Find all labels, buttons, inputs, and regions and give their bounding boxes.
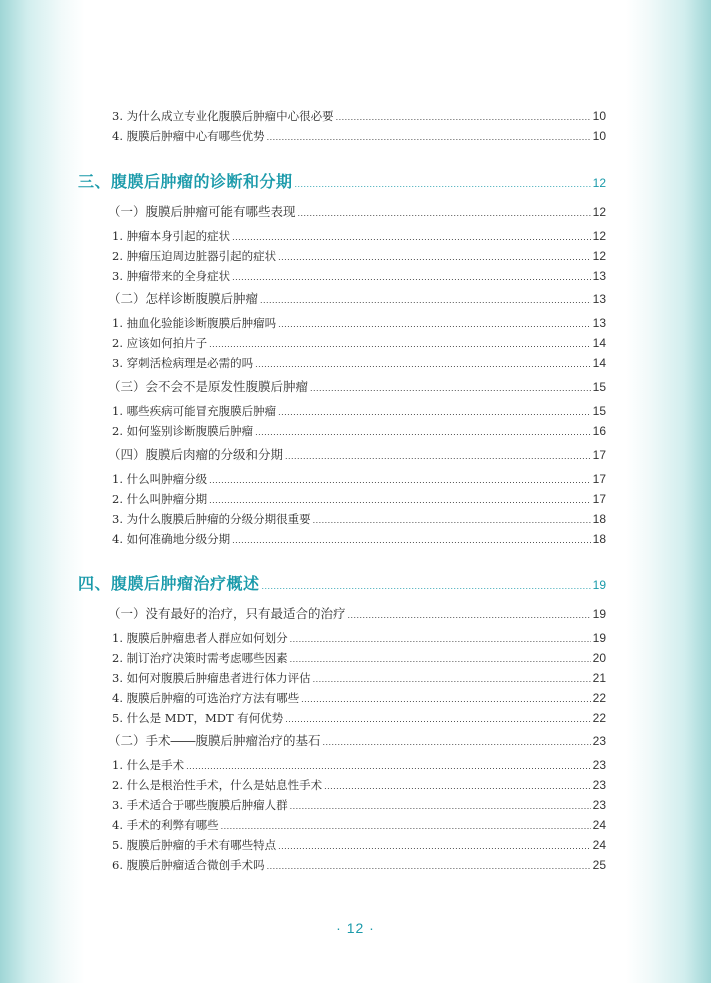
dot-leader	[232, 227, 591, 247]
toc-section[interactable]	[108, 445, 606, 465]
toc-item[interactable]	[112, 469, 606, 489]
toc-section[interactable]	[108, 202, 606, 222]
toc-item-page: 25	[592, 858, 606, 872]
toc-item-page: 23	[592, 778, 606, 792]
chapter-heading-3[interactable]	[78, 170, 606, 194]
dot-leader	[209, 490, 591, 510]
chapter-title: 四、腹膜后肿瘤治疗概述	[78, 574, 260, 593]
dot-leader	[278, 314, 591, 334]
toc-item-page: 18	[592, 532, 606, 546]
toc-item-label: 2. 肿瘤压迫周边脏器引起的症状	[112, 249, 277, 263]
dot-leader	[278, 402, 591, 422]
toc-item[interactable]	[112, 509, 606, 529]
toc-item[interactable]	[112, 855, 606, 875]
toc-item-page: 20	[592, 651, 606, 665]
toc-item-page: 10	[592, 129, 606, 143]
toc-item-label: 2. 什么是根治性手术，什么是姑息性手术	[112, 778, 323, 792]
dot-leader	[255, 354, 591, 374]
toc-item[interactable]	[112, 628, 606, 648]
toc-section-page: 23	[592, 734, 606, 748]
toc-item-page: 12	[592, 229, 606, 243]
toc-item-label: 4. 腹膜后肿瘤的可选治疗方法有哪些	[112, 691, 300, 705]
toc-item-label: 6. 腹膜后肿瘤适合微创手术吗	[112, 858, 265, 872]
dot-leader	[221, 816, 591, 836]
toc-item-label: 5. 腹膜后肿瘤的手术有哪些特点	[112, 838, 277, 852]
toc-item-label: 3. 为什么成立专业化腹膜后肿瘤中心很必要	[112, 109, 334, 123]
toc-item-page: 19	[592, 631, 606, 645]
dot-leader	[310, 378, 591, 398]
dot-leader	[285, 709, 590, 729]
toc-section-page: 13	[592, 292, 606, 306]
toc-section-page: 19	[592, 607, 606, 621]
dot-leader	[324, 776, 591, 796]
toc-item[interactable]	[112, 333, 606, 353]
toc-item[interactable]	[112, 226, 606, 246]
toc-item[interactable]	[112, 313, 606, 333]
toc-item-page: 16	[592, 424, 606, 438]
dot-leader	[209, 334, 591, 354]
toc-item[interactable]	[112, 688, 606, 708]
dot-leader	[336, 107, 591, 127]
dot-leader	[260, 290, 591, 310]
dot-leader	[232, 267, 591, 287]
toc-section[interactable]	[108, 731, 606, 751]
toc-item[interactable]	[112, 755, 606, 775]
toc-item-page: 17	[592, 492, 606, 506]
toc-item[interactable]	[112, 353, 606, 373]
dot-leader	[186, 756, 591, 776]
dot-leader	[313, 510, 591, 530]
dot-leader	[290, 629, 591, 649]
dot-leader	[301, 689, 591, 709]
dot-leader	[348, 605, 591, 625]
toc-section-title: （四）腹膜后肉瘤的分级和分期	[108, 448, 284, 462]
toc-item[interactable]	[112, 648, 606, 668]
dot-leader	[313, 669, 591, 689]
toc-item[interactable]	[112, 489, 606, 509]
toc-item-page: 18	[592, 512, 606, 526]
dot-leader	[278, 247, 591, 267]
toc-section-title: （二）怎样诊断腹膜后肿瘤	[108, 292, 259, 306]
toc-item-label: 4. 腹膜后肿瘤中心有哪些优势	[112, 129, 265, 143]
toc-item-label: 2. 应该如何拍片子	[112, 336, 208, 350]
chapter-page: 19	[592, 578, 606, 592]
dot-leader	[323, 732, 591, 752]
dot-leader	[298, 203, 591, 223]
dot-leader	[209, 470, 591, 490]
toc-item-label: 1. 腹膜后肿瘤患者人群应如何划分	[112, 631, 288, 645]
toc-item[interactable]	[112, 775, 606, 795]
toc-item[interactable]	[112, 795, 606, 815]
toc-section[interactable]	[108, 289, 606, 309]
toc-item-label: 5. 什么是 MDT，MDT 有何优势	[112, 711, 284, 725]
toc-item-page: 12	[592, 249, 606, 263]
toc-item-label: 1. 什么是手术	[112, 758, 185, 772]
toc-item-label: 3. 肿瘤带来的全身症状	[112, 269, 231, 283]
toc-item-label: 2. 如何鉴别诊断腹膜后肿瘤	[112, 424, 254, 438]
toc-item-label: 1. 抽血化验能诊断腹膜后肿瘤吗	[112, 316, 277, 330]
toc-item[interactable]	[112, 401, 606, 421]
toc-item-page: 13	[592, 316, 606, 330]
dot-leader	[285, 446, 591, 466]
toc-item-page: 21	[592, 671, 606, 685]
toc-item-page: 23	[592, 758, 606, 772]
dot-leader	[262, 574, 591, 598]
toc-item-label: 1. 什么叫肿瘤分级	[112, 472, 208, 486]
toc-item-page: 22	[592, 711, 606, 725]
toc-item[interactable]	[112, 835, 606, 855]
chapter-heading-4[interactable]	[78, 572, 606, 596]
toc-item[interactable]	[112, 668, 606, 688]
toc-item-label: 3. 手术适合于哪些腹膜后肿瘤人群	[112, 798, 288, 812]
toc-item-page: 14	[592, 336, 606, 350]
dot-leader	[267, 856, 591, 876]
toc-item-page: 24	[592, 838, 606, 852]
toc-item-page: 17	[592, 472, 606, 486]
toc-section-page: 12	[592, 205, 606, 219]
dot-leader	[255, 422, 591, 442]
toc-item-page: 14	[592, 356, 606, 370]
toc-section-page: 17	[592, 448, 606, 462]
toc-item[interactable]	[112, 106, 606, 126]
toc-section[interactable]	[108, 604, 606, 624]
toc-item-label: 1. 哪些疾病可能冒充腹膜后肿瘤	[112, 404, 277, 418]
toc-item-label: 2. 制订治疗决策时需考虑哪些因素	[112, 651, 288, 665]
toc-item-label: 2. 什么叫肿瘤分期	[112, 492, 208, 506]
toc-item[interactable]	[112, 708, 606, 728]
toc-item[interactable]	[112, 815, 606, 835]
toc-item[interactable]	[112, 126, 606, 146]
dot-leader	[290, 796, 591, 816]
dot-leader	[278, 836, 591, 856]
toc-item-page: 24	[592, 818, 606, 832]
chapter-page: 12	[592, 176, 606, 190]
toc-item-label: 3. 如何对腹膜后肿瘤患者进行体力评估	[112, 671, 311, 685]
dot-leader	[290, 649, 591, 669]
toc-item-label: 3. 为什么腹膜后肿瘤的分级分期很重要	[112, 512, 311, 526]
toc-item[interactable]	[112, 266, 606, 286]
toc-item[interactable]	[112, 529, 606, 549]
toc-section-title: （二）手术——腹膜后肿瘤治疗的基石	[108, 734, 321, 748]
toc-item-label: 4. 手术的利弊有哪些	[112, 818, 219, 832]
dot-leader	[295, 172, 591, 196]
toc-section-page: 15	[592, 380, 606, 394]
toc-section[interactable]	[108, 377, 606, 397]
toc-item[interactable]	[112, 246, 606, 266]
toc-item-label: 1. 肿瘤本身引起的症状	[112, 229, 231, 243]
page-number: · 12 ·	[336, 920, 375, 936]
toc-item[interactable]	[112, 421, 606, 441]
toc-section-title: （一）没有最好的治疗，只有最适合的治疗	[108, 607, 346, 621]
toc-item-page: 13	[592, 269, 606, 283]
toc-item-page: 22	[592, 691, 606, 705]
toc-item-page: 23	[592, 798, 606, 812]
chapter-title: 三、腹膜后肿瘤的诊断和分期	[78, 172, 293, 191]
toc-item-page: 15	[592, 404, 606, 418]
toc-item-label: 3. 穿刺活检病理是必需的吗	[112, 356, 254, 370]
dot-leader	[267, 127, 591, 147]
toc-section-title: （三）会不会不是原发性腹膜后肿瘤	[108, 380, 309, 394]
dot-leader	[232, 530, 591, 550]
toc-section-title: （一）腹膜后肿瘤可能有哪些表现	[108, 205, 296, 219]
toc-item-label: 4. 如何准确地分级分期	[112, 532, 231, 546]
toc-item-page: 10	[592, 109, 606, 123]
